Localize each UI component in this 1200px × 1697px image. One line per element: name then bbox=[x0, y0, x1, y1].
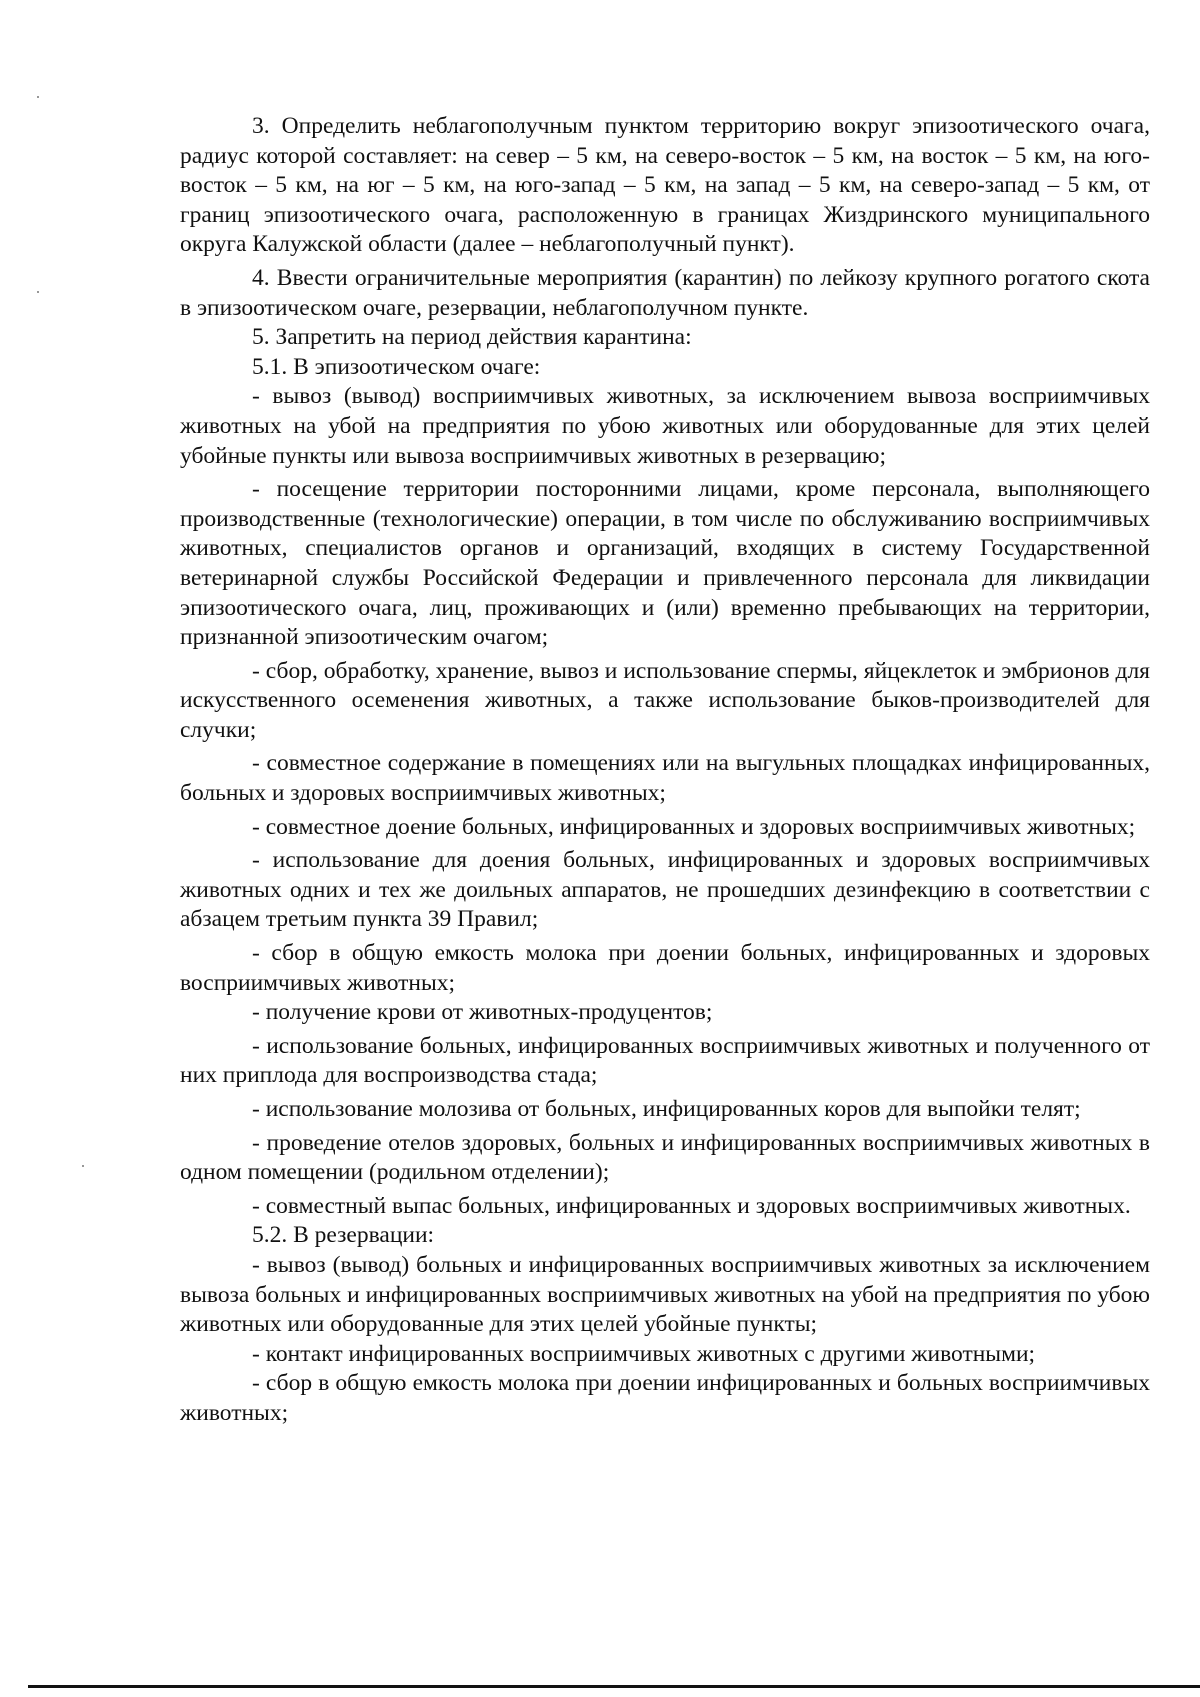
paragraph-item-4: 4. Ввести ограничительные мероприятия (карантин) по лейкозу крупного рогатого скота в эпизоотическом очаге, резервации, неблагополучном пункте. bbox=[180, 264, 1150, 321]
restriction-item: - контакт инфицированных восприимчивых животных с другими животными; bbox=[252, 1340, 1036, 1367]
paragraph-item-3: 3. Определить неблагополучным пунктом территорию вокруг эпизоотического очага, радиус которой составляет: на север – 5 км, на северо-восток – 5 км, на восток – 5 км, на юго-восток – 5 км, на юг – 5 км, на юго-запад – 5 км, на запад – 5 км, на северо-запад – 5 км, от границ эпизоотического очага, расположенную в границах Жиздринского муниципального округа Калужской области (далее – неблагополучный пункт). bbox=[180, 113, 1150, 258]
subsection-heading-5-1: 5.1. В эпизоотическом очаге: bbox=[252, 353, 541, 380]
page-bottom-rule bbox=[28, 1685, 1200, 1688]
scan-speck bbox=[37, 291, 39, 293]
restriction-item: - посещение территории посторонними лицами, кроме персонала, выполняющего производственные (технологические) операции, в том числе по обслуживанию восприимчивых животных, специалистов органов и организаций, входящих в систему Государственной ветеринарной службы Российской Федерации и привлеченного персонала для ликвидации эпизоотического очага, лиц, проживающих и (или) временно пребывающих на территории, признанной эпизоотическим очагом; bbox=[180, 476, 1150, 651]
restriction-item: - совместное содержание в помещениях или на выгульных площадках инфицированных, больных и здоровых восприимчивых животных; bbox=[180, 750, 1150, 807]
subsection-heading-5-2: 5.2. В резервации: bbox=[252, 1222, 435, 1249]
restriction-item: - совместный выпас больных, инфицированных и здоровых восприимчивых животных. bbox=[252, 1192, 1131, 1219]
document-body bbox=[180, 112, 1150, 1429]
restriction-item: - сбор в общую емкость молока при доении больных, инфицированных и здоровых восприимчивых животных; bbox=[180, 940, 1150, 996]
restriction-item: - использование молозива от больных, инфицированных коров для выпойки телят; bbox=[252, 1096, 1081, 1122]
restriction-item: - вывоз (вывод) восприимчивых животных, за исключением вывоза восприимчивых животных на убой на предприятия по убою животных или оборудованные для этих целей убойные пункты или вывоза восприимчивых животных в резервацию; bbox=[180, 383, 1150, 469]
restriction-item: - вывоз (вывод) больных и инфицированных восприимчивых животных за исключением вывоза больных и инфицированных восприимчивых животных на убой на предприятия по убою животных или оборудованные для этих целей убойные пункты; bbox=[180, 1251, 1150, 1338]
restriction-item: - сбор в общую емкость молока при доении инфицированных и больных восприимчивых животных; bbox=[180, 1370, 1150, 1426]
scan-speck bbox=[37, 96, 39, 98]
restriction-item: - использование для доения больных, инфицированных и здоровых восприимчивых животных одних и тех же доильных аппаратов, не прошедших дезинфекцию в соответствии с абзацем третьим пункта 39 Правил; bbox=[180, 847, 1150, 933]
restriction-item: - проведение отелов здоровых, больных и инфицированных восприимчивых животных в одном помещении (родильном отделении); bbox=[180, 1129, 1150, 1186]
scan-speck bbox=[82, 1165, 84, 1167]
restriction-item: - получение крови от животных-продуцентов; bbox=[252, 999, 713, 1026]
paragraph-item-5: 5. Запретить на период действия карантина: bbox=[252, 324, 692, 351]
restriction-item: - сбор, обработку, хранение, вывоз и использование спермы, яйцеклеток и эмбрионов для искусственного осеменения животных, а также использование быков-производителей для случки; bbox=[180, 657, 1150, 743]
restriction-item: - совместное доение больных, инфицированных и здоровых восприимчивых животных; bbox=[252, 813, 1136, 840]
restriction-item: - использование больных, инфицированных восприимчивых животных и полученного от них приплода для воспроизводства стада; bbox=[180, 1032, 1150, 1089]
